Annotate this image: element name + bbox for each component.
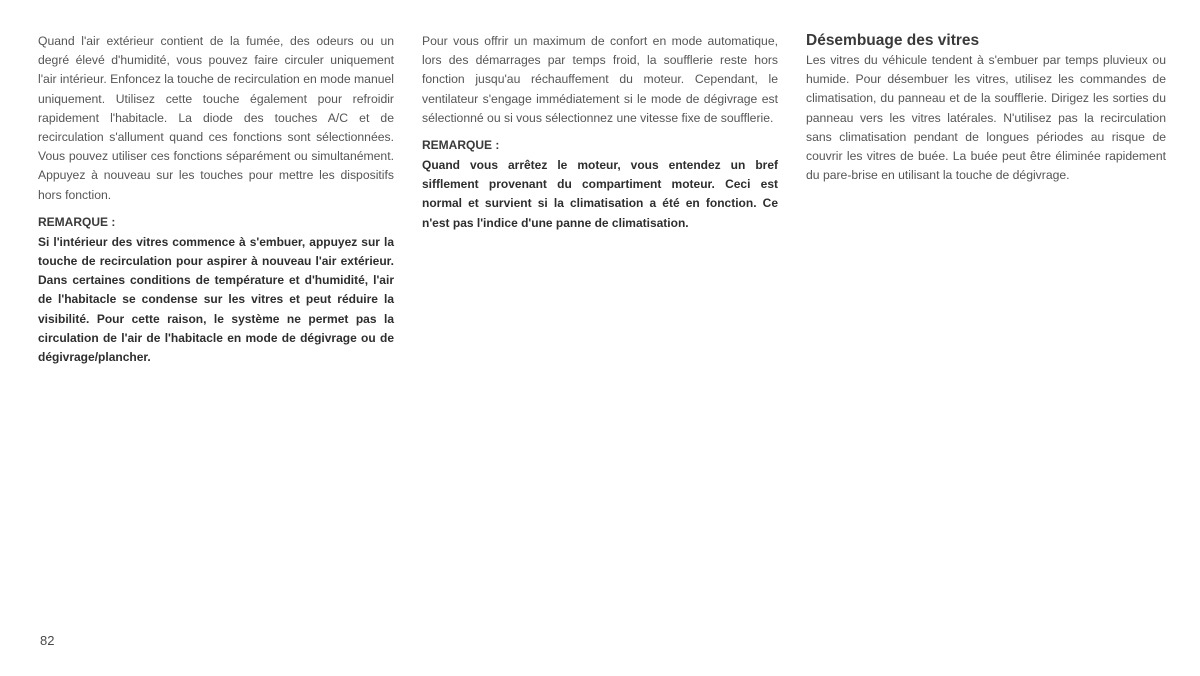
note-body-recirculation: Si l'intérieur des vitres commence à s'embuer, appuyez sur la touche de recirculation pour aspirer à nouveau l'air extérieur. Dans certaines conditions de température et d'humidité, l'air de l'habitacle se condense sur les vitres et peut réduire la visibilité. Pour cette raison, le système ne permet pas la circulation de l'air de l'habitacle en mode de dégivrage ou de dégivrage/plancher. bbox=[38, 234, 394, 365]
defogging-paragraph: Les vitres du véhicule tendent à s'embuer par temps pluvieux ou humide. Pour désembuer les vitres, utilisez les commandes de climatisation, du panneau et de la soufflerie. Dirigez les sorties du panneau vers les vitres latérales. N'utilisez pas la recirculation sans climatisation pendant de longues périodes au risque de couvrir les vitres de buée. La buée peut être éliminée rapidement du pare-brise en utilisant la touche de dégivrage. bbox=[806, 53, 1166, 183]
column-left bbox=[38, 32, 394, 367]
column-middle bbox=[422, 32, 778, 233]
recirculation-paragraph: Quand l'air extérieur contient de la fumée, des odeurs ou un degré élevé d'humidité, vous pouvez faire circuler uniquement l'air intérieur. Enfoncez la touche de recirculation en mode manuel uniquement. Utilisez cette touche également pour refroidir rapidement l'habitacle. La diode des touches A/C et de recirculation s'allument quand ces fonctions sont sélectionnées. Vous pouvez utiliser ces fonctions séparément ou simultanément. Appuyez à nouveau sur les touches pour mettre les dispositifs hors fonction. bbox=[38, 34, 394, 202]
note-body-engine: Quand vous arrêtez le moteur, vous entendez un bref sifflement provenant du compartiment moteur. Ceci est normal et survient si la climatisation a été en fonction. Ce n'est pas l'indice d'une panne de climatisation. bbox=[422, 158, 778, 230]
column-right bbox=[806, 32, 1166, 185]
note-heading-engine: REMARQUE : bbox=[422, 138, 500, 153]
page-number: 82 bbox=[40, 633, 55, 648]
note-heading-recirculation: REMARQUE : bbox=[38, 214, 116, 229]
section-title-defogging: Désembuage des vitres bbox=[806, 32, 980, 49]
comfort-paragraph: Pour vous offrir un maximum de confort en mode automatique, lors des démarrages par temps froid, la soufflerie reste hors fonction jusqu'au réchauffement du moteur. Cependant, le ventilateur s'engage immédiatement si le mode de dégivrage est sélectionné ou si vous sélectionnez une vitesse fixe de soufflerie. bbox=[422, 34, 778, 125]
